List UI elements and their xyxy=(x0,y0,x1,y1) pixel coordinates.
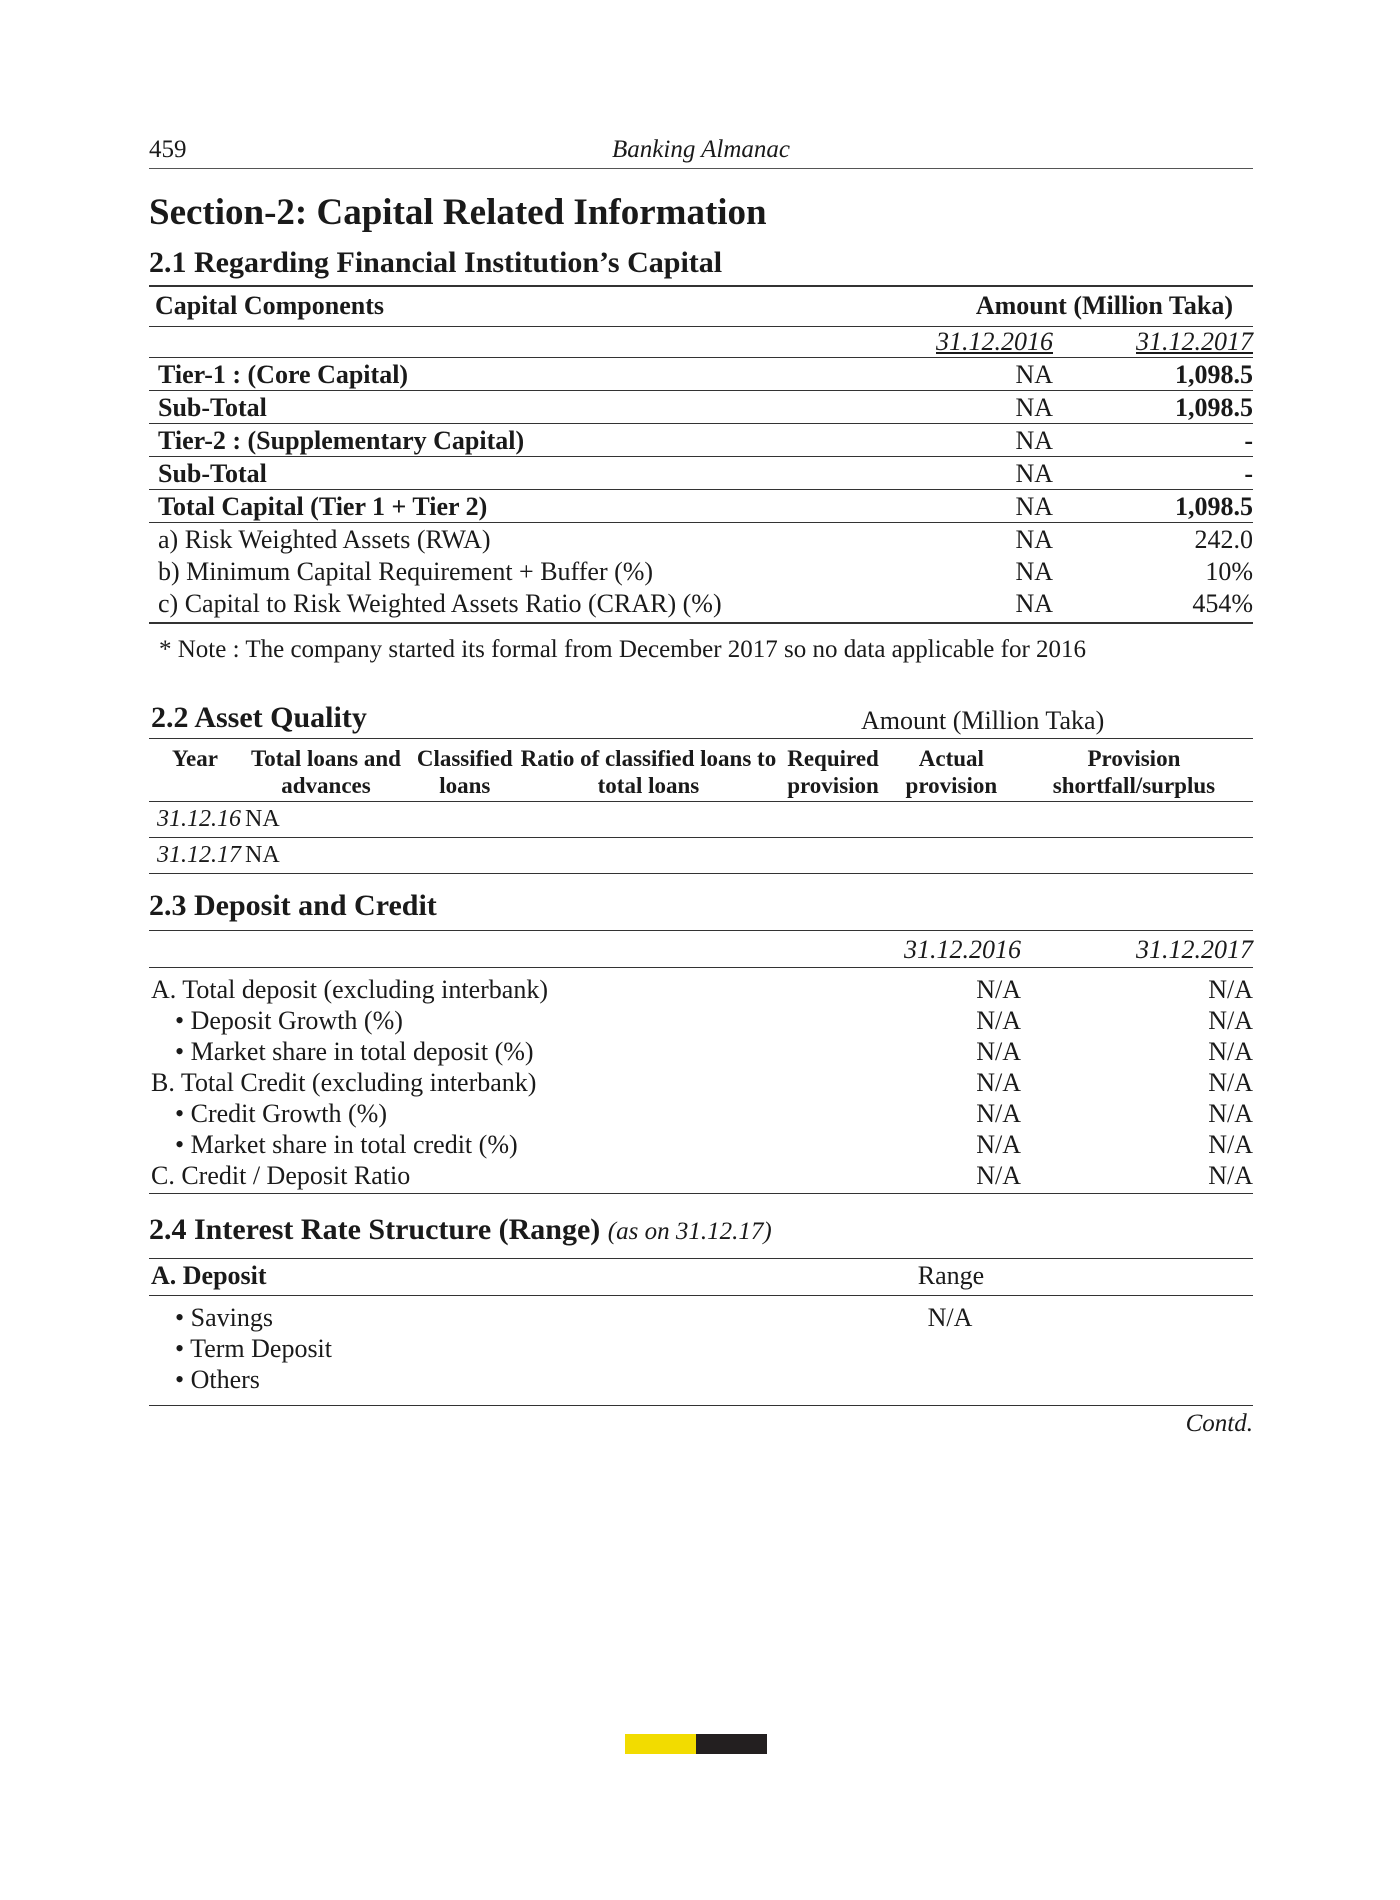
capital-value-2016: NA xyxy=(1015,557,1053,586)
column-header: Classified loans xyxy=(411,739,519,802)
capital-row xyxy=(149,587,1253,623)
continued-label: Contd. xyxy=(1185,1410,1253,1437)
capital-value-2017: 454% xyxy=(1073,587,1253,623)
capital-value-2016: NA xyxy=(869,587,1073,623)
value-2016: N/A xyxy=(976,1068,1021,1097)
capital-row xyxy=(149,523,1253,556)
table-row xyxy=(149,1333,1253,1364)
deposit-header: A. Deposit xyxy=(149,1259,875,1296)
capital-row-label: c) Capital to Risk Weighted Assets Ratio (CRAR) (%) xyxy=(149,587,869,623)
capital-value-2017: 1,098.5 xyxy=(1073,490,1253,523)
value-2017: N/A xyxy=(1208,1037,1253,1066)
capital-value-2016: NA xyxy=(869,358,1073,391)
capital-date-2016: 31.12.2016 xyxy=(869,327,1073,358)
page-number: 459 xyxy=(149,136,187,163)
value-2016: N/A xyxy=(976,1099,1021,1128)
asset-quality-header xyxy=(149,700,1253,739)
column-header: Total loans and advances xyxy=(241,739,411,802)
asset-quality-heading: 2.2 Asset Quality xyxy=(151,701,367,734)
interest-rate-table xyxy=(149,1258,1253,1406)
table-row xyxy=(149,1098,1253,1129)
value-2016: N/A xyxy=(976,975,1021,1004)
table-row xyxy=(149,1160,1253,1194)
capital-row xyxy=(149,391,1253,424)
interest-rate-heading xyxy=(149,1212,1253,1250)
running-header xyxy=(149,132,1253,169)
range-value: N/A xyxy=(927,1303,973,1332)
capital-value-2016: NA xyxy=(1015,525,1053,554)
capital-row xyxy=(149,555,1253,587)
capital-value-2016: NA xyxy=(869,457,1073,490)
value-2017: N/A xyxy=(1208,975,1253,1004)
table-row xyxy=(149,1005,1253,1036)
deposit-type-label: • Term Deposit xyxy=(175,1334,333,1363)
deposit-credit-date-row xyxy=(149,931,1253,968)
table-row xyxy=(149,838,1253,874)
interest-rate-header-row xyxy=(149,1259,1253,1296)
deposit-credit-label: C. Credit / Deposit Ratio xyxy=(149,1160,857,1194)
capital-row-label: Total Capital (Tier 1 + Tier 2) xyxy=(149,490,869,523)
capital-date-row xyxy=(149,327,1253,358)
capital-components-header: Capital Components xyxy=(149,286,869,327)
deposit-credit-label: • Deposit Growth (%) xyxy=(175,1006,403,1035)
footer-color-bar xyxy=(625,1734,767,1754)
capital-row-label: Sub-Total xyxy=(149,457,869,490)
capital-date-2017: 31.12.2017 xyxy=(1073,327,1253,358)
value-2017: N/A xyxy=(1208,1099,1253,1128)
capital-row-label: Sub-Total xyxy=(149,391,869,424)
capital-value-2016: NA xyxy=(869,490,1073,523)
capital-note: * Note : The company started its formal from December 2017 so no data applicable for 2016 xyxy=(159,636,1087,663)
capital-row xyxy=(149,424,1253,457)
value-2017: N/A xyxy=(1208,1068,1253,1097)
capital-value-2016: NA xyxy=(869,424,1073,457)
capital-table xyxy=(149,285,1253,624)
interest-rate-title: 2.4 Interest Rate Structure (Range) xyxy=(149,1213,601,1246)
range-header: Range xyxy=(875,1259,1025,1296)
capital-amount-header: Amount (Million Taka) xyxy=(869,286,1253,327)
table-row xyxy=(149,802,1253,838)
deposit-credit-date-2017: 31.12.2017 xyxy=(1043,931,1253,968)
deposit-type-label: • Savings xyxy=(175,1303,273,1332)
table-row xyxy=(149,1296,1253,1334)
capital-row xyxy=(149,358,1253,391)
asset-quality-table xyxy=(149,739,1253,874)
capital-row-label: b) Minimum Capital Requirement + Buffer (%) xyxy=(158,557,654,586)
capital-value-2017: - xyxy=(1073,424,1253,457)
table-row xyxy=(149,1129,1253,1160)
table-row xyxy=(149,1364,1253,1406)
column-header: Required provision xyxy=(778,739,888,802)
value-2016: N/A xyxy=(976,1006,1021,1035)
value-2017: N/A xyxy=(1208,1130,1253,1159)
running-title: Banking Almanac xyxy=(612,136,790,163)
capital-row-label: a) Risk Weighted Assets (RWA) xyxy=(158,525,491,554)
capital-heading: 2.1 Regarding Financial Institution’s Capital xyxy=(149,246,723,279)
capital-value-2017: - xyxy=(1073,457,1253,490)
capital-value-2016: NA xyxy=(869,391,1073,424)
column-header: Provision shortfall/surplus xyxy=(1015,739,1253,802)
capital-row xyxy=(149,457,1253,490)
capital-row-label: Tier-2 : (Supplementary Capital) xyxy=(149,424,869,457)
capital-row xyxy=(149,490,1253,523)
deposit-credit-heading: 2.3 Deposit and Credit xyxy=(149,889,437,922)
year-cell: 31.12.16 xyxy=(149,802,241,838)
value-2016: N/A xyxy=(976,1037,1021,1066)
column-header: Actual provision xyxy=(888,739,1015,802)
deposit-credit-label: B. Total Credit (excluding interbank) xyxy=(151,1068,537,1097)
capital-header-row xyxy=(149,286,1253,327)
footer-yellow-block xyxy=(625,1734,696,1754)
value-2016: N/A xyxy=(976,1130,1021,1159)
asset-quality-header-row xyxy=(149,739,1253,802)
page xyxy=(149,132,1253,1438)
value-cell: NA xyxy=(241,802,1253,838)
capital-row-label: Tier-1 : (Core Capital) xyxy=(149,358,869,391)
table-row xyxy=(149,1036,1253,1067)
interest-rate-date-note: (as on 31.12.17) xyxy=(607,1218,772,1245)
value-2017: N/A xyxy=(1208,1006,1253,1035)
deposit-type-label: • Others xyxy=(149,1364,875,1406)
table-row xyxy=(149,1067,1253,1098)
table-row xyxy=(149,968,1253,1006)
capital-value-2017: 242.0 xyxy=(1194,525,1253,554)
column-header: Year xyxy=(149,739,241,802)
deposit-credit-label: • Credit Growth (%) xyxy=(175,1099,387,1128)
asset-quality-amount-label: Amount (Million Taka) xyxy=(861,706,1105,735)
column-header: Ratio of classified loans to total loans xyxy=(519,739,779,802)
capital-value-2017: 1,098.5 xyxy=(1073,391,1253,424)
footer-black-block xyxy=(696,1734,767,1754)
value-2017: N/A xyxy=(1043,1160,1253,1194)
deposit-credit-label: • Market share in total credit (%) xyxy=(175,1130,518,1159)
deposit-credit-label: • Market share in total deposit (%) xyxy=(175,1037,534,1066)
deposit-credit-table xyxy=(149,930,1253,1194)
capital-value-2017: 10% xyxy=(1205,557,1253,586)
value-2016: N/A xyxy=(857,1160,1043,1194)
value-cell: NA xyxy=(241,838,1253,874)
year-cell: 31.12.17 xyxy=(149,838,241,874)
capital-value-2017: 1,098.5 xyxy=(1073,358,1253,391)
deposit-credit-label: A. Total deposit (excluding interbank) xyxy=(151,975,548,1004)
deposit-credit-date-2016: 31.12.2016 xyxy=(857,931,1043,968)
section-title: Section-2: Capital Related Information xyxy=(149,192,767,233)
